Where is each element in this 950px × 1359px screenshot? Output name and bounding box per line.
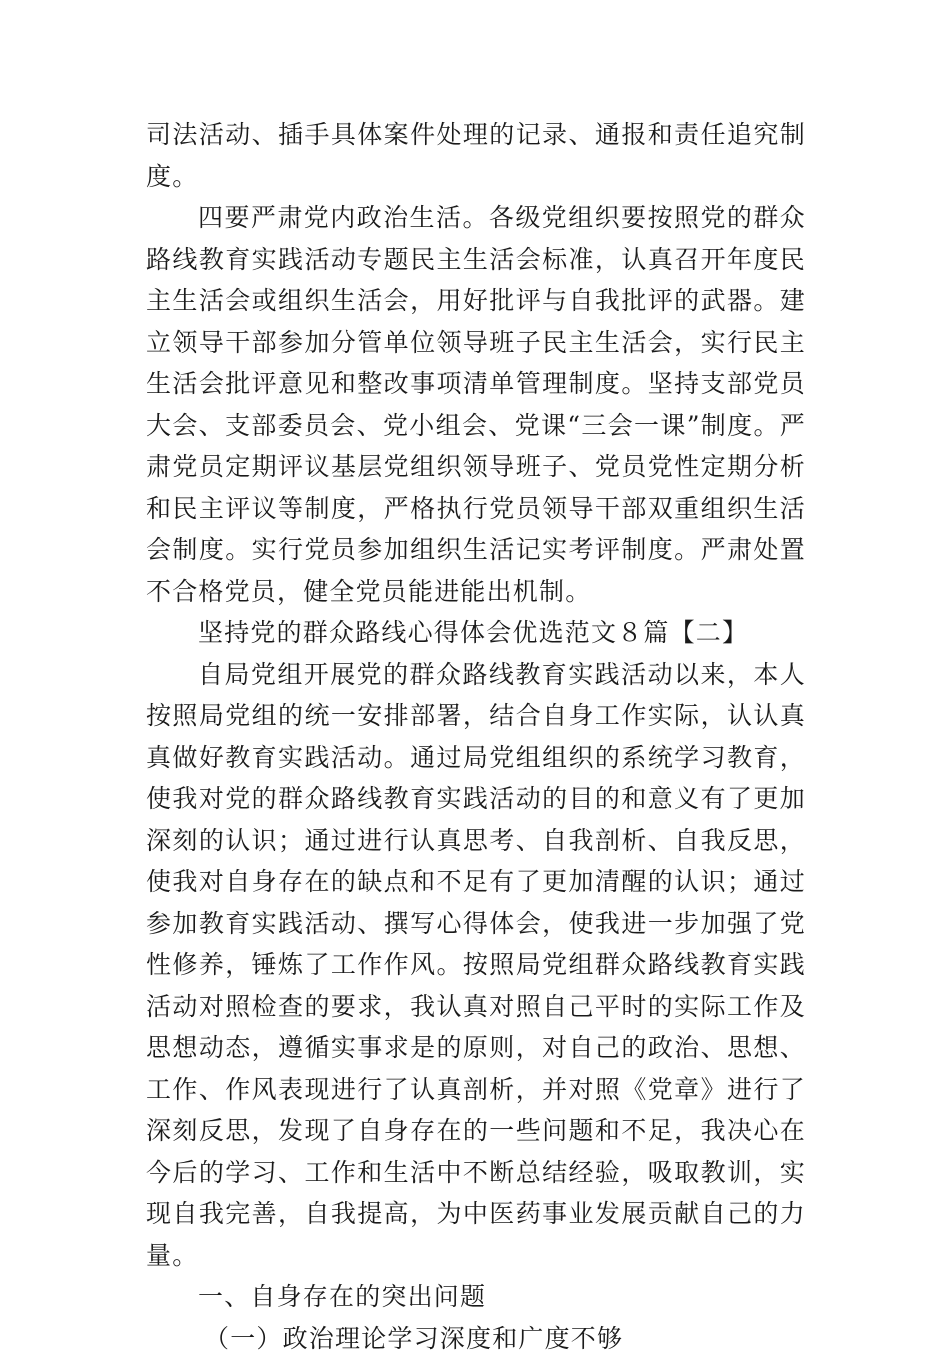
paragraph-intro: 自局党组开展党的群众路线教育实践活动以来，本人按照局党组的统一安排部署，结合自身工作实际，认认真真做好教育实践活动。通过局党组组织的系统学习教育，使我对党的群众路线教育实践活动的目的和意义有了更加深刻的认识；通过进行认真思考、自我剖析、自我反思，使我对自身存在的缺点和不足有了更加清醒的认识；通过参加教育实践活动、撰写心得体会，使我进一步加强了党性修养，锤炼了工作作风。按照局党组群众路线教育实践活动对照检查的要求，我认真对照自己平时的实际工作及思想动态，遵循实事求是的原则，对自己的政治、思想、工作、作风表现进行了认真剖析，并对照《党章》进行了深刻反思，发现了自身存在的一些问题和不足，我决心在今后的学习、工作和生活中不断总结经验，吸取教训，实现自我完善，自我提高，为中医药事业发展贡献自己的力量。 — [146, 654, 806, 1277]
section-title: 坚持党的群众路线心得体会优选范文８篇【二】 — [146, 612, 806, 654]
paragraph-continuation: 司法活动、插手具体案件处理的记录、通报和责任追究制度。 — [146, 114, 806, 197]
document-page — [146, 114, 806, 1359]
subheading-theory-study: （一）政治理论学习深度和广度不够 — [146, 1318, 806, 1359]
paragraph-party-life: 四要严肃党内政治生活。各级党组织要按照党的群众路线教育实践活动专题民主生活会标准，认真召开年度民主生活会或组织生活会，用好批评与自我批评的武器。建立领导干部参加分管单位领导班子民主生活会，实行民主生活会批评意见和整改事项清单管理制度。坚持支部党员大会、支部委员会、党小组会、党课“三会一课”制度。严肃党员定期评议基层党组织领导班子、党员党性定期分析和民主评议等制度，严格执行党员领导干部双重组织生活会制度。实行党员参加组织生活记实考评制度。严肃处置不合格党员，健全党员能进能出机制。 — [146, 197, 806, 612]
heading-problems: 一、自身存在的突出问题 — [146, 1276, 806, 1318]
